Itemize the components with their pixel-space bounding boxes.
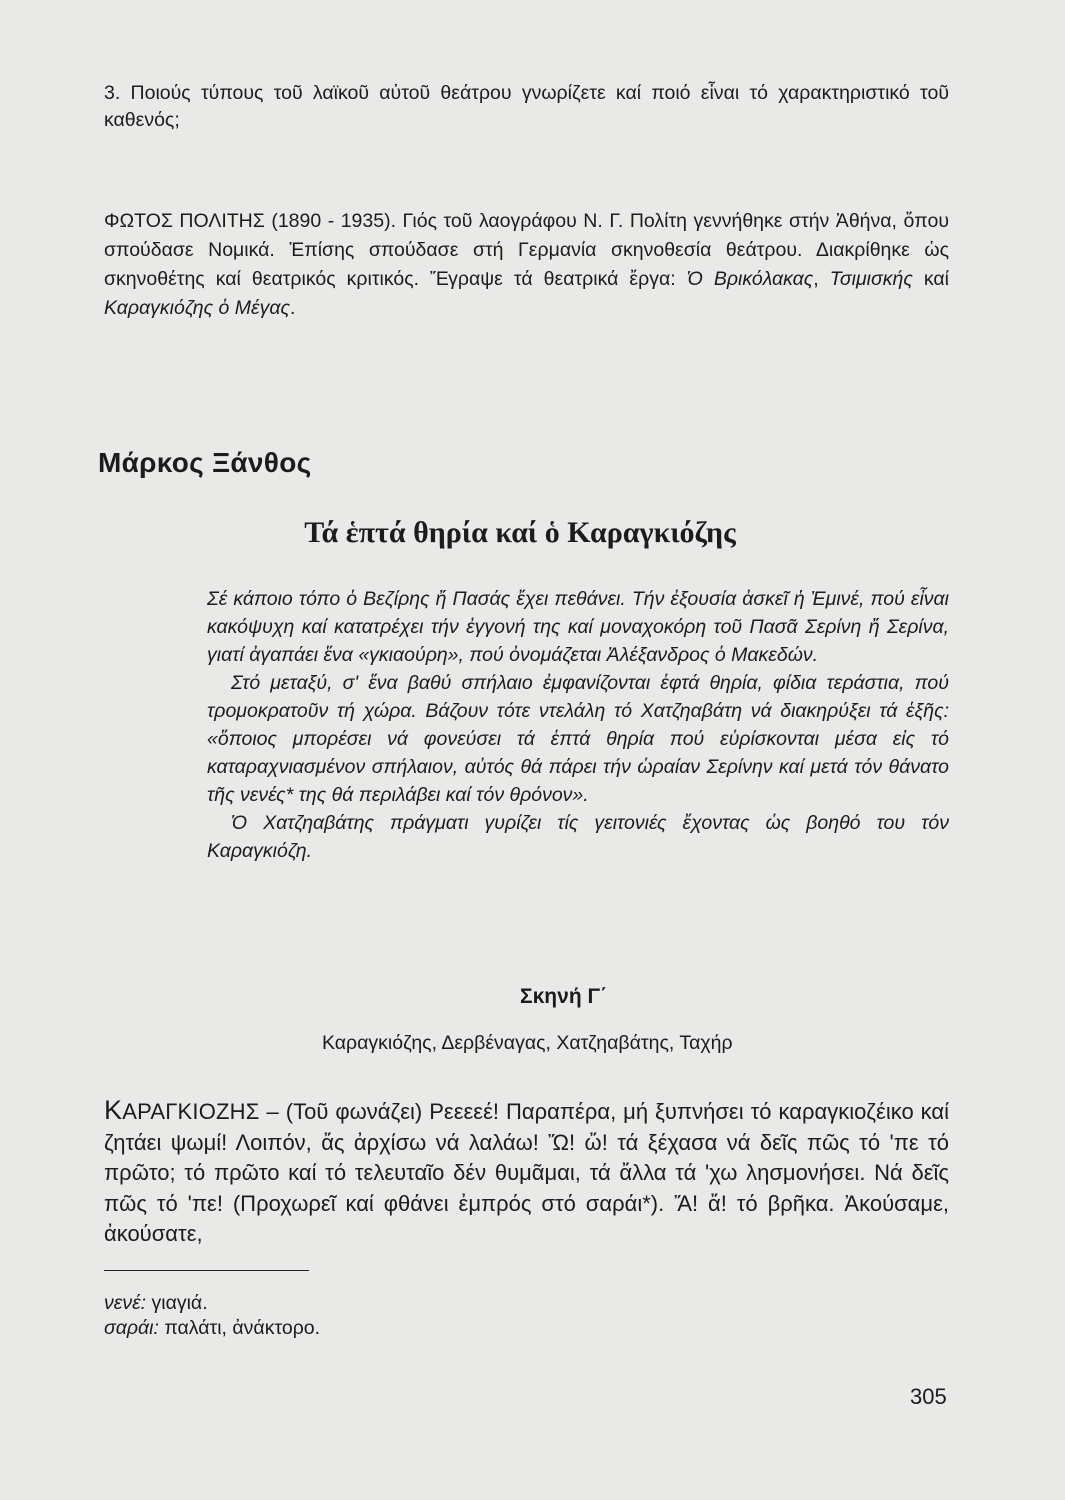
bio-work-2: Τσιμισκής <box>829 268 913 290</box>
piece-title: Τά ἑπτά θηρία καί ὁ Καραγκιόζης <box>304 516 736 549</box>
author-name: Μάρκος Ξάνθος <box>98 447 312 478</box>
footnote-divider <box>104 1270 309 1271</box>
intro-paragraph-2: Στό μεταξύ, σ' ἕνα βαθύ σπήλαιο ἐμφανίζονται ἑφτά θηρία, φίδια τεράστια, πού τρομοκρατοῦν τή χώρα. Βάζουν τότε ντελάλη τό Χατζηαβάτη νά διακηρύξει τά ἑξῆς: «ὅποιος μπορέσει νά φονεύσει τά ἑπτά θηρία πού εὑρίσκονται μέσα εἰς τό καταραχνιασμένον σπήλαιον, αὐτός θά πάρει τήν ὡραίαν Σερίνην καί μετά τόν θάνατο τῆς νενές* της θά περιλάβει καί τόν θρόνον». <box>207 672 949 806</box>
speaker-name <box>104 1095 260 1125</box>
footnote <box>104 1291 320 1316</box>
dialogue-block <box>104 1095 949 1250</box>
footnotes <box>104 1291 320 1341</box>
dialogue-text: – (Τοῦ φωνάζει) Ρεεεεέ! Παραπέρα, μή ξυπνήσει τό καραγκιοζέικο καί ζητάει ψωμί! Λοιπόν, ἄς ἀρχίσω νά λαλάω! Ὤ! ὤ! τά ξέχασα νά δεῖς πῶς τό 'πε τό πρῶτο; τό πρῶτο καί τό τελευταῖο δέν θυμᾶμαι, τά ἄλλα τά 'χω λησμονήσει. Νά δεῖς πῶς τό 'πε! (Προχωρεῖ καί φθάνει ἐμπρός στό σαράι*). Ἄ! ἄ! τό βρῆκα. Ἀκούσαμε, ἀκούσατε, <box>104 1099 949 1246</box>
bio-end: . <box>289 297 296 319</box>
question-text: 3. Ποιούς τύπους τοῦ λαϊκοῦ αὐτοῦ θεάτρου γνωρίζετε καί ποιό εἶναι τό χαρακτηριστικό τοῦ καθενός; <box>104 82 949 131</box>
intro-paragraph-1: Σέ κάποιο τόπο ὁ Βεζίρης ἤ Πασάς ἔχει πεθάνει. Τήν ἐξουσία ἀσκεῖ ἡ Ἐμινέ, πού εἶναι κακόψυχη καί κατατρέχει τήν ἐγγονή της καί μοναχοκόρη τοῦ Πασᾶ Σερίνη ἤ Σερίνα, γιατί ἀγαπάει ἕνα «γκιαούρη», πού ὀνομάζεται Ἀλέξανδρος ὁ Μακεδών. <box>207 588 949 666</box>
bio-text: ΦΩΤΟΣ ΠΟΛΙΤΗΣ (1890 - 1935). Γιός τοῦ λαογράφου Ν. Γ. Πολίτη γεννήθηκε στήν Ἀθήνα, ὅπου σπούδασε Νομικά. Ἐπίσης σπούδασε στή Γερμανία σκηνοθεσία θεάτρου. Διακρίθηκε ὡς σκηνοθέτης καί θεατρικός κριτικός. Ἔγραψε τά θεατρικά ἔργα: <box>104 210 949 290</box>
bio-conjunction: καί <box>923 268 950 290</box>
bio-work-3: Καραγκιόζης ὁ Μέγας <box>104 297 290 319</box>
speaker-rest: ΑΡΑΓΚΙΟΖΗΣ <box>122 1099 260 1124</box>
speaker-initial: Κ <box>104 1095 123 1125</box>
footnote-term: σαράι: <box>104 1317 159 1339</box>
intro-summary <box>207 585 949 865</box>
footnote-definition: γιαγιά. <box>151 1292 208 1314</box>
character-list: Καραγκιόζης, Δερβέναγας, Χατζηαβάτης, Ταχήρ <box>322 1032 733 1054</box>
footnote-term: νενέ: <box>104 1292 147 1314</box>
page-number: 305 <box>910 1384 947 1409</box>
author-bio <box>104 207 949 323</box>
footnote-definition: παλάτι, ἀνάκτορο. <box>164 1317 321 1339</box>
intro-paragraph-3: Ὁ Χατζηαβάτης πράγματι γυρίζει τίς γειτονιές ἔχοντας ὡς βοηθό του τόν Καραγκιόζη. <box>207 812 949 862</box>
scene-heading: Σκηνή Γ΄ <box>520 985 608 1008</box>
footnote <box>104 1316 320 1341</box>
bio-separator: , <box>813 268 819 290</box>
bio-work-1: Ὁ Βρικόλακας <box>686 268 814 290</box>
